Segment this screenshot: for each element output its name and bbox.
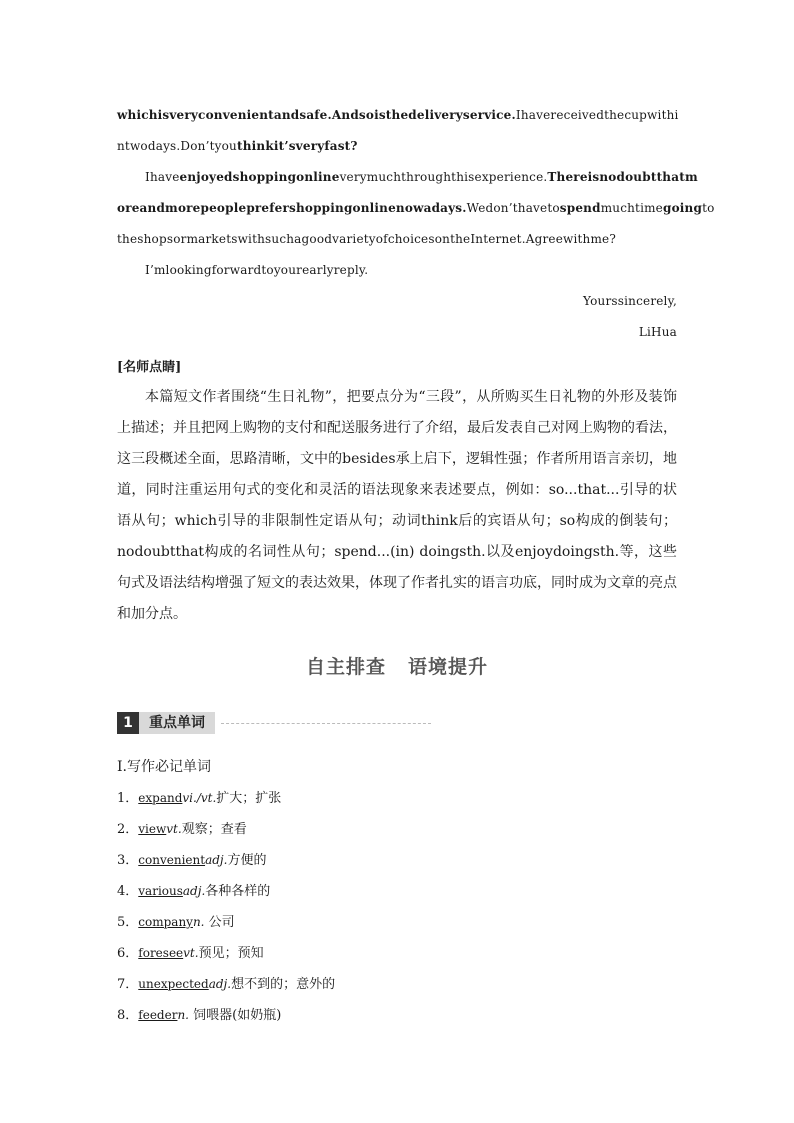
vocab-pos: adj. [208,977,232,991]
vocab-number: 7． [117,977,139,992]
vocab-pos: vt. [183,946,199,960]
vocab-number: 3． [117,853,139,868]
vocab-item [117,969,677,1000]
letter-line [117,131,677,162]
vocab-meaning: 公司 [204,915,235,930]
vocab-pos: adj. [182,884,206,898]
vocab-number: 2． [117,822,139,837]
text: Wedon’thaveto [466,201,560,215]
vocab-item [117,783,677,814]
vocab-pos: n. [192,915,205,929]
vocab-word: foresee [138,946,184,960]
text: muchtime [600,201,663,215]
vocab-item [117,907,677,938]
letter-line: I’mlookingforwardtoyourearlyreply. [145,263,369,277]
letter-closing: Yourssincerely, [583,294,677,308]
letter-body [117,100,715,630]
text: Ihave [145,170,180,184]
vocab-meaning: 饲喂器(如奶瓶) [189,1008,282,1023]
vocab-item [117,845,677,876]
vocab-list [117,752,677,1031]
vocab-pos: vi./vt. [182,791,217,805]
tag-number: 1 [117,712,139,734]
vocab-word: feeder [138,1008,178,1022]
comment-block [117,382,677,630]
vocab-number: 8． [117,1008,139,1023]
letter-line: theshopsormarketswithsuchagoodvarietyofchoicesontheInternet.Agreewithme? [117,232,616,246]
vocab-pos: adj. [205,853,228,867]
comment-paragraph: 本篇短文作者围绕“生日礼物”，把要点分为“三段”，从所购买生日礼物的外形及装饰上描述；并且把网上购物的支付和配送服务进行了介绍，最后发表自己对网上购物的看法，这三段概述全面，思路清晰，文中的besides承上启下，逻辑性强；作者所用语言亲切，地道，同时注重运用句式的变化和灵活的语法现象来表述要点，例如：so...that...引导的状语从句；which引导的非限制性定语从句；动词think后的宾语从句；so构成的倒装句；nodoubtthat构成的名词性从句；spend...(in) doingsth.以及enjoydoingsth.等，这些句式及语法结构增强了短文的表达效果，体现了作者扎实的语言功底，同时成为文章的亮点和加分点。 [117,389,677,622]
vocab-item [117,1000,677,1031]
vocab-meaning: 想不到的；意外的 [231,977,336,992]
bold-text: whichisveryconvenientandsafe.Andsoisthedeliveryservice. [117,108,516,122]
bold-text: enjoyedshoppingonline [179,170,340,184]
section-title-part: 自主排查 [305,656,386,678]
vocab-heading: Ⅰ.写作必记单词 [117,759,211,775]
vocab-meaning: 预见；预知 [198,946,264,961]
letter-line [117,162,698,193]
vocab-pos: n. [177,1008,189,1022]
vocab-number: 4． [117,884,139,899]
letter-signature: LiHua [638,325,677,339]
vocab-item [117,938,677,969]
vocab-number: 5． [117,915,139,930]
letter-line [117,100,677,131]
section-title [0,652,794,679]
vocab-item [117,876,677,907]
bold-text: spend [559,201,601,215]
tag-name: 重点单词 [139,712,215,734]
vocab-item [117,814,677,845]
section-tag [117,712,431,734]
vocab-word: company [138,915,193,929]
vocab-word: expand [138,791,183,805]
vocab-number: 1． [117,791,139,806]
section-title-part: 语境提升 [408,656,489,678]
letter-line [117,193,715,224]
vocab-pos: vt. [166,822,182,836]
bold-text: going [663,201,703,215]
text: ntwodays.Don’tyou [117,139,237,153]
vocab-word: various [138,884,183,898]
vocab-meaning: 各种各样的 [205,884,271,899]
bold-text: oreandmorepeopleprefershoppingonlinenowadays. [117,201,467,215]
bold-text: thinkit’sveryfast? [236,139,358,153]
vocab-meaning: 扩大；扩张 [216,791,282,806]
text: verymuchthroughthisexperience. [339,170,548,184]
bold-text: Thereisnodoubtthatm [547,170,698,184]
vocab-meaning: 方便的 [227,853,267,868]
divider [221,723,431,724]
vocab-word: view [138,822,167,836]
comment-label: [名师点睛] [117,360,182,375]
vocab-number: 6． [117,946,139,961]
text: to [702,201,715,215]
vocab-word: convenient [138,853,206,867]
text: Ihavereceivedthecupwithi [515,108,679,122]
vocab-meaning: 观察；查看 [181,822,247,837]
vocab-word: unexpected [138,977,209,991]
